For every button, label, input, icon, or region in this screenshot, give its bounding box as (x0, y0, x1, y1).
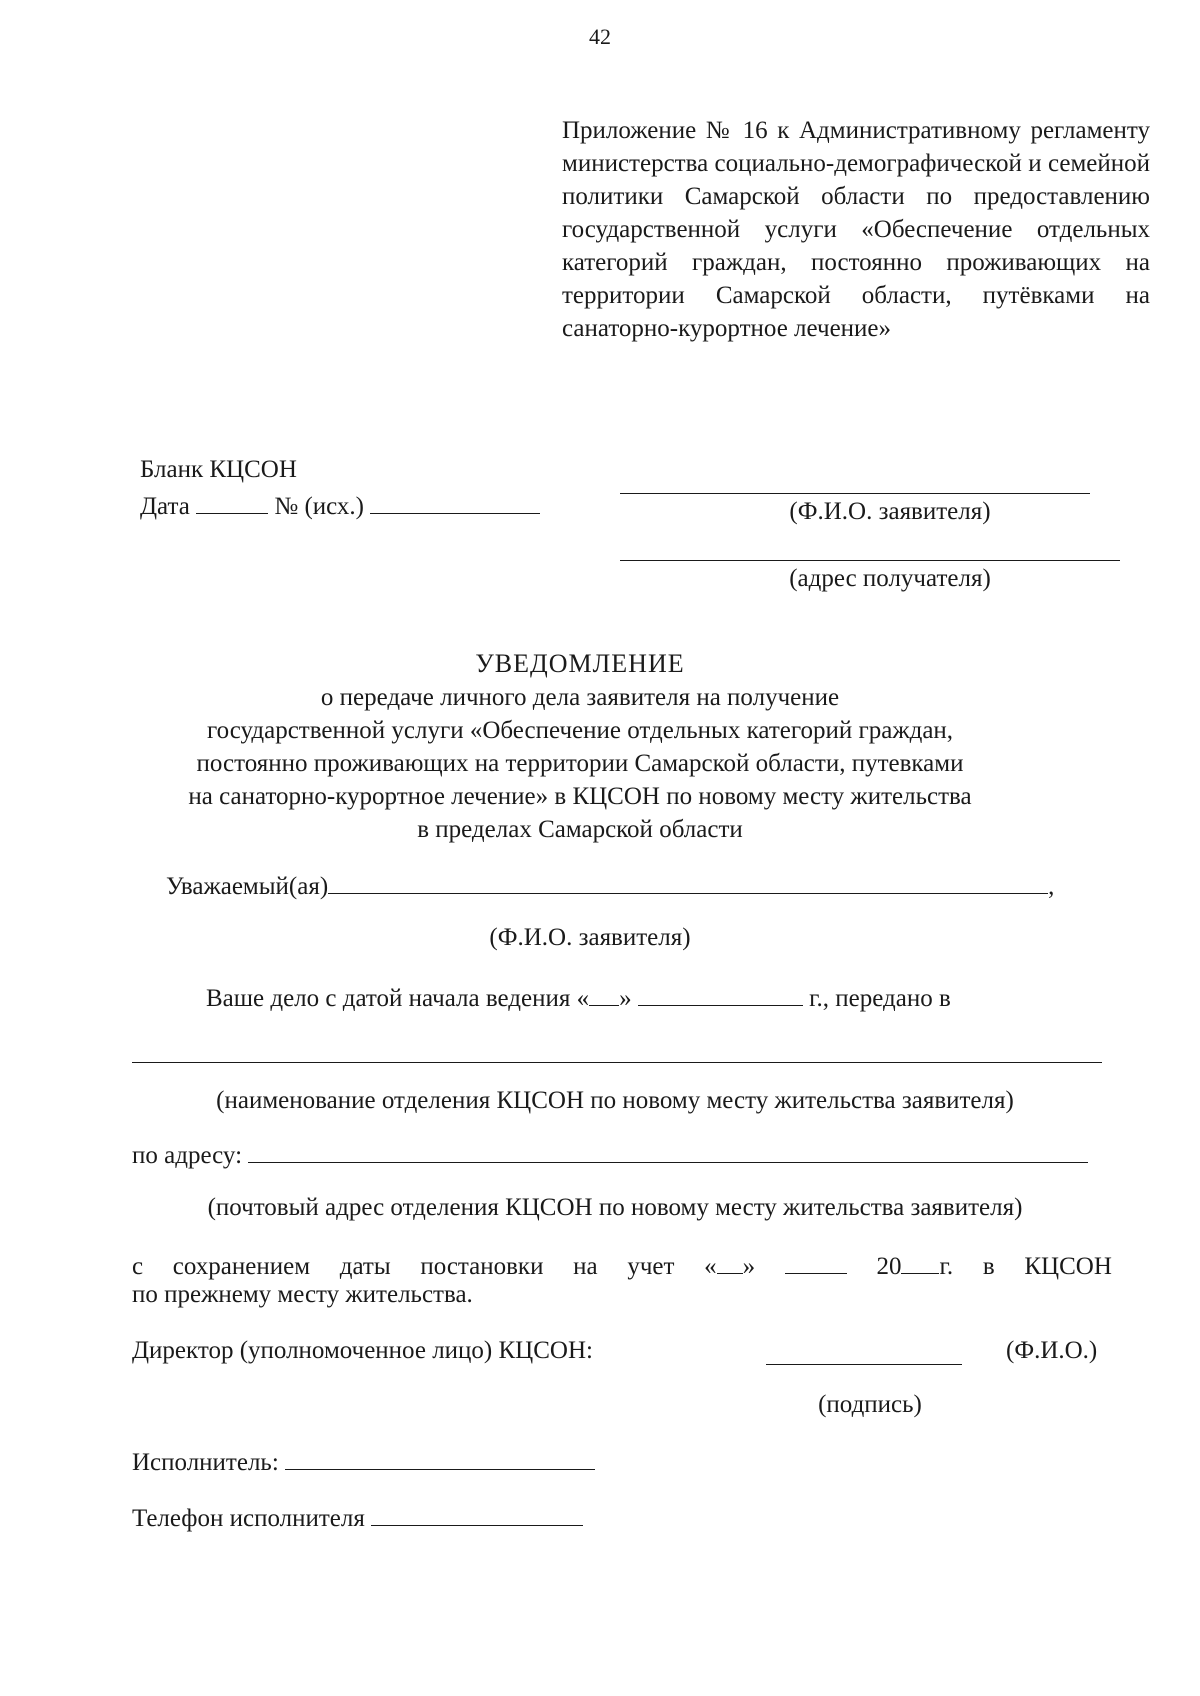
page-number: 42 (589, 24, 611, 49)
case-transfer-row (206, 980, 951, 1015)
retention-word-6: учет (627, 1253, 675, 1280)
retention-year: 20 г. (876, 1248, 953, 1283)
director-fio: (Ф.И.О.) (1006, 1337, 1098, 1364)
date-blank (196, 488, 268, 514)
number-label: № (исх.) (274, 493, 364, 520)
case-month-blank (638, 980, 803, 1006)
retention-day: « » (704, 1248, 755, 1283)
retention-row (132, 1248, 1112, 1283)
notice-subtitle-line-2: государственной услуги «Обеспечение отдельных категорий граждан, (206, 717, 954, 744)
retention-word-2: сохранением (172, 1253, 311, 1280)
recipient-address-caption: (адрес получателя) (789, 565, 991, 592)
greeting-label: Уважаемый(ая) (166, 873, 329, 900)
phone-label: Телефон исполнителя (132, 1505, 365, 1532)
recipient-address-line (620, 560, 1120, 561)
blank-label: Бланк КЦСОН (140, 456, 297, 483)
retention-word-3: даты (339, 1253, 391, 1280)
applicant-fio-line (620, 493, 1090, 494)
case-prefix: Ваше дело с датой начала ведения « (206, 985, 590, 1012)
greeting-row (166, 868, 1054, 903)
number-blank (370, 488, 540, 514)
notice-subtitle-line-1: о передаче личного дела заявителя на получение (320, 684, 840, 711)
notice-subtitle-line-3: постоянно проживающих на территории Самарской области, путевками (196, 750, 964, 777)
retention-word-4: постановки (420, 1253, 544, 1280)
retention-in: в (982, 1253, 995, 1280)
postal-caption: (почтовый адрес отделения КЦСОН по новому месту жительства заявителя) (207, 1194, 1023, 1221)
case-quote-close: » (619, 985, 632, 1012)
greeting-comma: , (1048, 873, 1055, 900)
executor-label: Исполнитель: (132, 1449, 279, 1476)
retention-word-1: с (132, 1253, 144, 1280)
signature-caption: (подпись) (818, 1391, 922, 1418)
retention-word-5: на (573, 1253, 598, 1280)
notice-subtitle-line-4: на санаторно-курортное лечение» в КЦСОН по новому месту жительства (188, 783, 972, 810)
phone-blank (371, 1500, 583, 1526)
retention-kcson: КЦСОН (1024, 1253, 1112, 1280)
date-number-row (140, 488, 540, 523)
case-day-blank (589, 980, 619, 1006)
address-row (132, 1137, 1088, 1172)
executor-row (132, 1444, 595, 1479)
director-label: Директор (уполномоченное лицо) КЦСОН: (132, 1337, 593, 1364)
appendix-reference: Приложение № 16 к Административному регламенту министерства социально-демографической и семейной политики Самарской области по предоставлению государственной услуги «Обеспечение отдельных категорий граждан, постоянно проживающих на территории Самарской области, путёвками на санаторно-курортное лечение» (562, 117, 1150, 342)
greeting-fio-caption: (Ф.И.О. заявителя) (489, 924, 691, 951)
retention-month-blank (785, 1248, 847, 1274)
executor-blank (285, 1444, 595, 1470)
department-caption: (наименование отделения КЦСОН по новому месту жительства заявителя) (216, 1087, 1014, 1114)
applicant-fio-caption: (Ф.И.О. заявителя) (789, 498, 991, 525)
notice-heading: УВЕДОМЛЕНИЕ (475, 649, 685, 678)
director-signature-line (766, 1364, 962, 1365)
retention-line-2: по прежнему месту жительства. (132, 1281, 473, 1308)
greeting-blank (328, 868, 1048, 894)
department-line (132, 1062, 1102, 1063)
case-suffix: г., передано в (809, 985, 951, 1012)
address-blank (248, 1137, 1088, 1163)
notice-subtitle-line-5: в пределах Самарской области (417, 816, 743, 843)
date-label: Дата (140, 493, 190, 520)
address-label: по адресу: (132, 1142, 243, 1169)
phone-row (132, 1500, 583, 1535)
